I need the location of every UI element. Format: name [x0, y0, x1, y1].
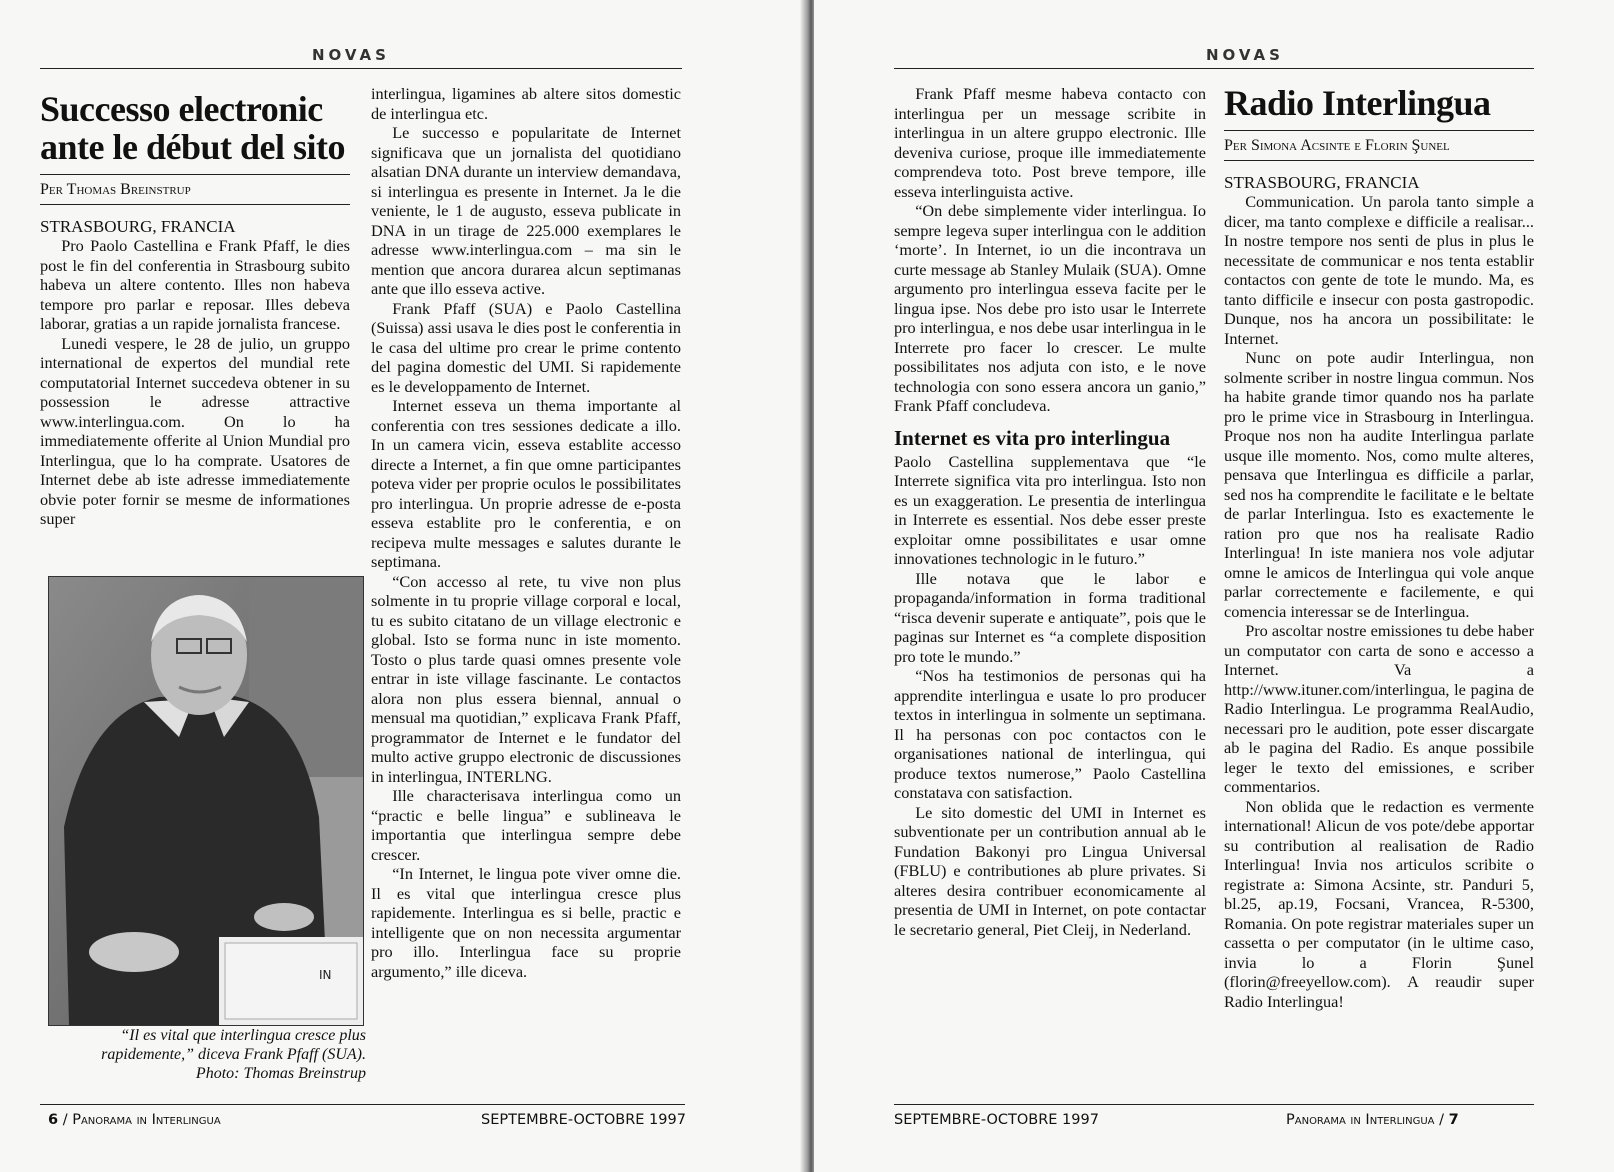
paragraph: Ille characterisava interlingua como un “practic e belle lingua” e sublineava le importantia que interlingua sempre debe crescer.	[371, 786, 681, 864]
footer-rule	[894, 1104, 1534, 1105]
section-label: NOVAS	[312, 46, 390, 64]
page-footer-left: 6 / Panorama in Interlingua	[48, 1112, 221, 1128]
paragraph: Nunc on pote audir Interlingua, non solmente scriber in nostre lingua commun. Nos ha habite grande timor quando nos ha parlate pro le prime vice in Strasbourg in Interlingua. Proque nos non ha audite Interlingua parlate usque ille momento. Nos, como multe alteres, pensava que Interlingua es difficile a parlar, sed nos ha comprendite le facilitate e le beltate de parlar Interlingua. Isto es exactemente le ration pro que nos ha realisate Radio Interlingua! In iste maniera nos vole adjutar omne le amicos de Interlingua qui vole anque parlar correctemente e facilemente, e qui comencia interessar se de Interlingua.	[1224, 348, 1534, 621]
page-number: 7	[1448, 1112, 1459, 1128]
paragraph: Communication. Un parola tanto simple a dicer, ma tanto complexe e difficile a realisar... In nostre tempore nos senti de plus in plus le necessitate de communicar e nos tenta establir contactos con gente de tote le mundo. Ma, es tanto difficile e insecur con posta gastropodic. Dunque, nos ha ancora un possibilitate: le Internet.	[1224, 192, 1534, 348]
paragraph: Pro Paolo Castellina e Frank Pfaff, le dies post le fin del conferentia in Strasbourg subito habeva un altere contento. Illes non habeva tempore pro parlar e reposar. Illes debeva laborar, gratias a un rapide jornalista francese.	[40, 236, 350, 333]
paragraph: Paolo Castellina supplementava que “le Interrete significa vita pro interlingua. Isto non es un exaggeration. Le presentia de interlingua in Interrete es essential. Nos debe esser preste exploitar omne possibilitates e usar omne innovationes technologic in le futuro.”	[894, 451, 1206, 568]
article-title: Successo electronic ante le début del sito	[40, 89, 346, 167]
radio-article-column	[1224, 84, 1534, 1011]
portrait-photo	[48, 576, 364, 1026]
section-label: NOVAS	[1206, 46, 1284, 64]
header-rule	[40, 68, 682, 69]
dateline: STRASBOURG, FRANCIA	[1224, 172, 1420, 192]
right-page	[814, 0, 1614, 1172]
paragraph: Non oblida que le redaction es vermente international! Alicun de vos pote/debe apportar su contribution al realisation de Radio Interlingua! Invia nos articulos scribite o registrate a: Simona Acsinte, str. Panduri 5, bl.25, ap.19, Focsani, Vrancea, R-5300, Romania. On pote registrar materiales super un cassetta o per computator (in le ultime caso, invia lo a Florin Şunel (florin@freeyellow.com). A reaudir super Radio Interlingua!	[1224, 796, 1534, 1011]
paragraph: “Nos ha testimonios de personas qui ha apprendite interlingua e usate lo pro producer textos in interlingua in solmente un septimana. Il ha personas con poc contactos con le organisationes national de interlingua, qui produce textos numerose,” Paolo Castellina constatava con satisfaction.	[894, 666, 1206, 802]
subheading: Internet es vita pro interlingua	[894, 425, 1171, 450]
page-number: 6	[48, 1112, 59, 1128]
article-column-1	[40, 90, 350, 529]
footer-rule	[40, 1104, 685, 1105]
photo-caption	[46, 1026, 366, 1083]
page-footer-right: Panorama in Interlingua / 7	[1286, 1112, 1459, 1128]
paragraph: “On debe simplemente vider interlingua. Io sempre legeva super interlingua con le addition ‘morte’. In Internet, io un die incontrava un curte message ab Stanley Mulaik (SUA). Omne argumento pro interlingua esseva facite per le lingua ipse. Nos debe pro isto usar le Interrete pro interlingua, e nos debe usar interlingua in le Interrete pro facer lo crescer. Le multe possibilitates nos adjuta con isto, e le nove technologia con sono essera ancora un ganio,” Frank Pfaff concludeva.	[894, 201, 1206, 415]
paragraph: Lunedi vespere, le 28 de julio, un gruppo international de expertos del mundial rete computatorial Internet succedeva obtener in su possession le adresse attractive www.interlingua.com. On lo ha immediatemente offerite al Union Mundial pro Interlingua, que lo ha comprate. Usatores de Internet debe ab iste adresse immediatemente obvie poter fornir se mesme de informationes super	[40, 333, 350, 528]
paragraph: Frank Pfaff mesme habeva contacto con interlingua per un message scribite in interlingua in un altere gruppo electronic. Ille deveniva curiose, proque ille immediatemente comprendeva toto. Post breve tempore, ille esseva interlinguista active.	[894, 84, 1206, 201]
issue-date: SEPTEMBRE-OCTOBRE 1997	[481, 1112, 686, 1128]
paragraph: Le sito domestic del UMI in Internet es subventionate per un contribution annual ab le Fundation Bakonyi pro Lingua Universal (FBLU) e contributiones ab plure privates. Si alteres desira contribuer economicamente al presentia de UMI in Internet, on pote contactar le secretario general, Piet Cleij, in Nederland.	[894, 802, 1206, 939]
caption-quote: “Il es vital que interlingua cresce plus rapidemente,” diceva Frank Pfaff (SUA).	[101, 1027, 366, 1063]
paragraph: “Con accesso al rete, tu vive non plus solmente in tu proprie village corporal e local, tu es subito citatano de un village electronic e global. Isto se forma nunc in iste momento. Tosto o plus tarde quasi omnes presente vole entrar in iste village fascinante. Le contactos alora non plus essera biennal, annual o mensual ma quotidian,” explicava Frank Pfaff, programmator de Internet e le fundator del multo active gruppo electronic de discussiones in interlingua, INTERLNG.	[371, 571, 681, 786]
paragraph: “In Internet, le lingua pote viver omne die. Il es vital que interlingua cresce plus rapidemente. Interlingua es si belle, practic e intelligente que on non necessita argumentar pro illo. Interlingua face su proprie argumento,” ille diceva.	[371, 864, 681, 981]
paragraph: Internet esseva un thema importante al conferentia con tres sessiones dedicate a illo. In un camera vicin, esseva establite accesso directe a Internet, a fin que omne participantes poteva vider per proprie oculos le possibilitates pro interlingua. Un proprie adresse de e-posta esseva establite pro le conferentia, e on recipeva multe messages e salutes durante le septimana.	[371, 396, 681, 571]
paragraph: interlingua, ligamines ab altere sitos domestic de interlingua etc.	[371, 84, 681, 123]
article-title: Radio Interlingua	[1224, 83, 1491, 123]
paragraph: Ille notava que le labor e propaganda/information in forma traditional “risca devenir superate e antiquate”, pois que le paginas sur Internet es “a complete disposition pro tote le mundo.”	[894, 568, 1206, 666]
article-byline: Per Simona Acsinte e Florin Şunel	[1224, 130, 1534, 161]
article-byline: Per Thomas Breinstrup	[40, 174, 350, 205]
article-column-2	[371, 84, 681, 981]
article-continuation-column	[894, 84, 1206, 939]
issue-date: SEPTEMBRE-OCTOBRE 1997	[894, 1112, 1099, 1128]
sign-text: IN	[319, 968, 332, 982]
paragraph: Le successo e popularitate de Internet significava que un jornalista del quotidiano alsatian DNA durante un interview demandava, si interlingua es presente in Internet. Ja le die veniente, le 1 de augusto, esseva publicate in DNA in un tirage de 225.000 exemplares le adresse www.interlingua.com – ma sin le mention que ancora durarea alcun septimanas ante que illo esseva active.	[371, 123, 681, 298]
header-rule	[894, 68, 1534, 69]
publication-name: Panorama in Interlingua	[1286, 1112, 1435, 1128]
paragraph: Pro ascoltar nostre emissiones tu debe haber un computator con carta de sono e accesso a Internet. Va a http://www.ituner.com/interlingua, le pagina de Radio Interlingua. Le programma RealAudio, necessari pro le audition, pote esser discargate ab le pagina del Radio. Es anque possibile leger le texto del emissiones, e scriber commentarios.	[1224, 621, 1534, 796]
paragraph: Frank Pfaff (SUA) e Paolo Castellina (Suissa) assi usava le dies post le conferentia in le casa del ultime pro crear le prime contento del pagina domestic del UMI. Si rapidemente es le developpamento de Internet.	[371, 298, 681, 396]
publication-name: Panorama in Interlingua	[72, 1112, 221, 1128]
dateline: STRASBOURG, FRANCIA	[40, 216, 236, 236]
caption-credit: Photo: Thomas Breinstrup	[195, 1065, 366, 1082]
